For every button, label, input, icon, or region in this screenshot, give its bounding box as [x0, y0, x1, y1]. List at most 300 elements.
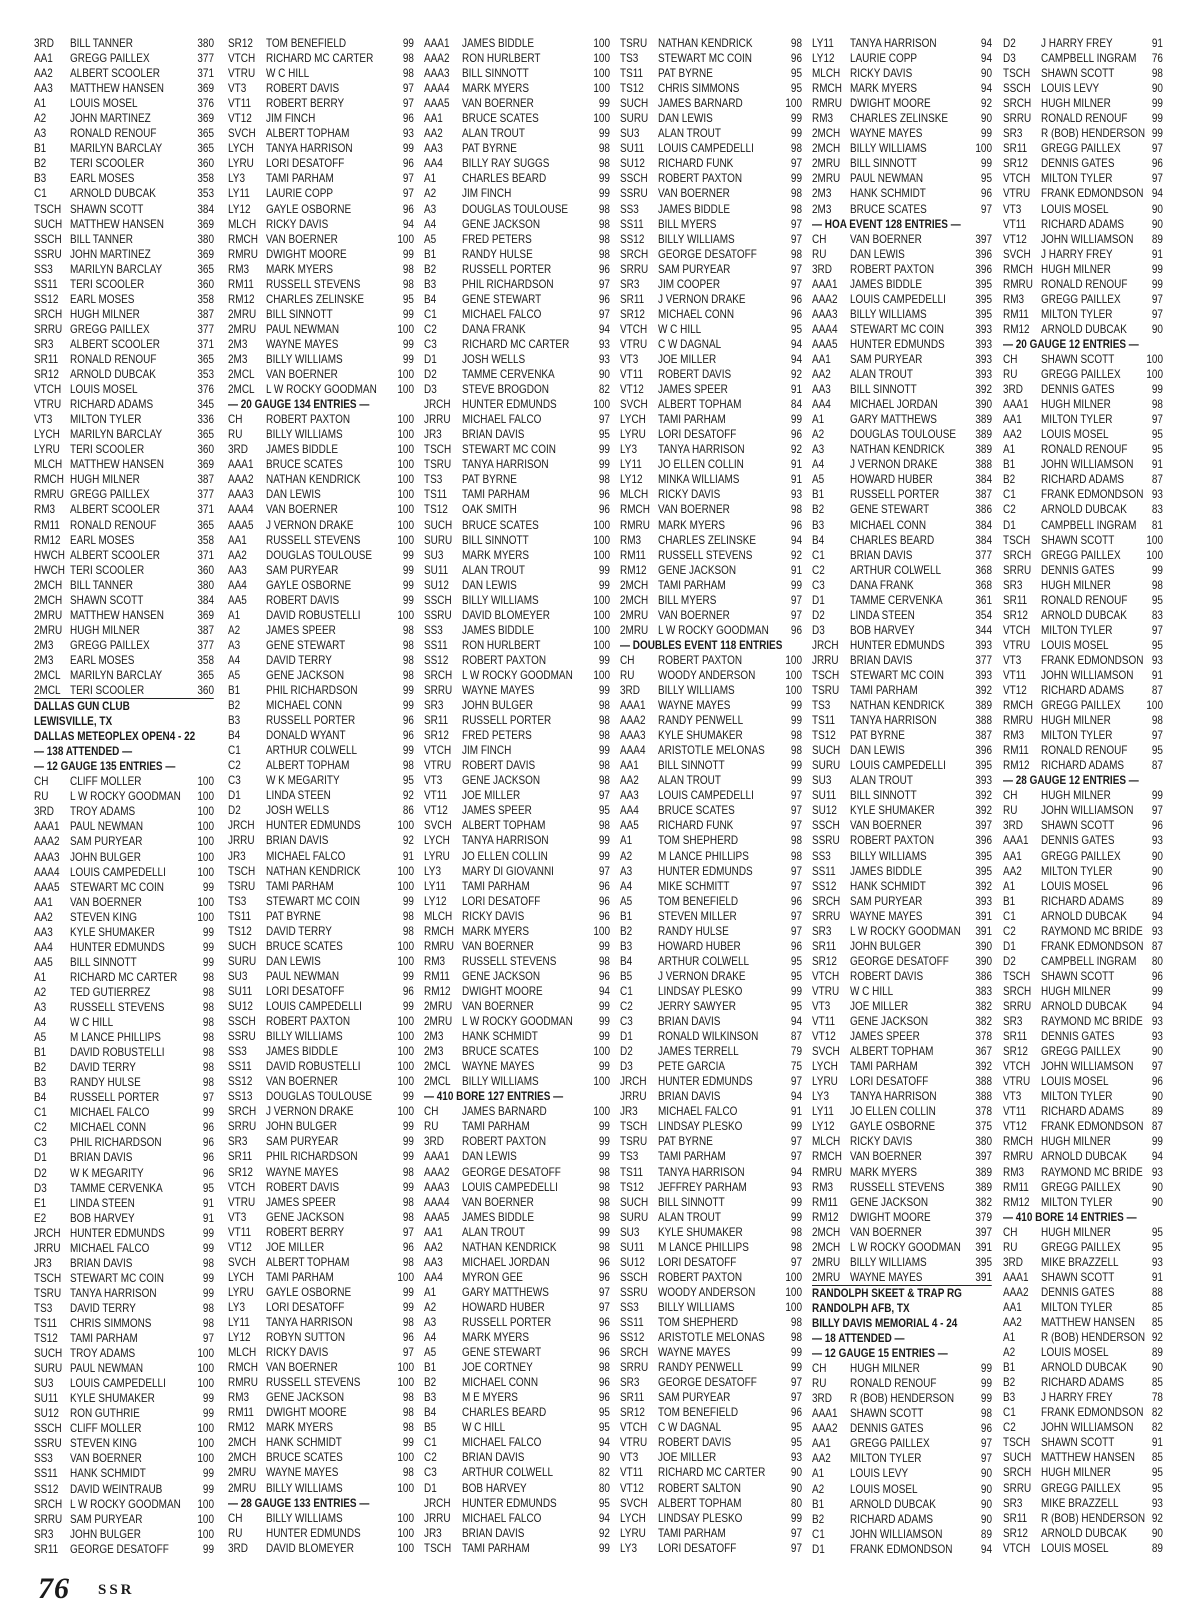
result-row: [34, 1482, 214, 1497]
score: 80: [598, 1481, 610, 1495]
score: 94: [1151, 1000, 1163, 1013]
result-row: [228, 111, 414, 126]
class-code: SS12: [812, 879, 837, 893]
shooter-name: VAN BOERNER: [69, 895, 142, 909]
shooter-name: ALBERT TOPHAM: [265, 759, 350, 773]
class-code: RMRU: [1003, 277, 1033, 291]
score: 369: [197, 112, 214, 126]
score: 354: [975, 608, 992, 622]
score: 97: [402, 172, 414, 186]
result-row: [620, 743, 802, 758]
shooter-name: JAMES BIDDLE: [657, 202, 731, 216]
shooter-name: MATTHEW HANSEN: [69, 217, 164, 231]
class-code: A4: [812, 458, 825, 472]
result-row: [34, 247, 214, 262]
result-row: [228, 954, 414, 969]
result-row: [228, 1195, 414, 1210]
result-row: [620, 217, 802, 232]
class-code: VT11: [228, 97, 252, 111]
result-row: [812, 36, 992, 51]
class-code: AAA2: [812, 1422, 838, 1436]
score: 100: [785, 97, 802, 111]
result-row: [812, 1361, 992, 1376]
shooter-name: CHARLES ZELINSKE: [849, 112, 949, 126]
result-row: [1003, 1059, 1163, 1074]
score: 100: [397, 1376, 414, 1390]
score: 100: [785, 1270, 802, 1284]
shooter-name: FRED PETERS: [461, 232, 532, 246]
result-row: [228, 1481, 414, 1496]
result-row: [34, 1090, 214, 1105]
result-row: [620, 186, 802, 201]
score: 100: [593, 608, 610, 622]
class-code: AA4: [424, 1270, 443, 1284]
class-code: AAA2: [1003, 1285, 1029, 1299]
score: 100: [397, 1060, 414, 1074]
shooter-name: ROBERT PAXTON: [461, 653, 547, 667]
result-row: [812, 894, 992, 909]
score: 100: [1146, 368, 1163, 382]
shooter-name: ROBERT BERRY: [265, 97, 345, 111]
shooter-name: PAUL NEWMAN: [265, 322, 340, 336]
class-code: 2MRU: [812, 172, 841, 186]
score: 100: [593, 52, 610, 66]
class-code: B4: [424, 292, 437, 306]
shooter-name: DONALD WYANT: [265, 729, 346, 743]
score: 94: [598, 1436, 610, 1450]
class-code: A5: [34, 1031, 47, 1045]
class-code: MLCH: [424, 909, 453, 923]
shooter-name: J HARRY FREY: [1040, 1391, 1113, 1405]
shooter-name: M LANCE PHILLIPS: [657, 1240, 749, 1254]
score: 387: [975, 488, 992, 502]
result-row: [1003, 232, 1163, 247]
result-row: [620, 1375, 802, 1390]
result-row: [424, 849, 610, 864]
class-code: SRRU: [34, 1512, 63, 1526]
result-row: [1003, 623, 1163, 638]
shooter-name: RICHARD ADAMS: [849, 1512, 934, 1526]
result-row: [424, 773, 610, 788]
score: 95: [202, 1181, 214, 1195]
shooter-name: MIKE BRAZZELL: [1040, 1255, 1119, 1269]
shooter-name: JERRY SAWYER: [657, 1000, 736, 1013]
score: 98: [402, 1315, 414, 1329]
score: 98: [402, 1421, 414, 1435]
class-code: B1: [1003, 1361, 1016, 1375]
class-code: SU12: [424, 578, 449, 592]
class-code: RM12: [1003, 1195, 1030, 1209]
score: 96: [598, 292, 610, 306]
result-row: [228, 1089, 414, 1104]
result-row: [34, 1000, 214, 1015]
shooter-name: MATTHEW HANSEN: [69, 82, 164, 96]
shooter-name: FRANK EDMONDSON: [1040, 488, 1144, 502]
result-row: [812, 984, 992, 999]
result-row: [812, 1044, 992, 1059]
result-row: [812, 457, 992, 472]
result-row: [228, 593, 414, 608]
result-row: [620, 442, 802, 457]
score: 99: [202, 925, 214, 939]
class-code: RM3: [424, 954, 446, 968]
score: 94: [402, 217, 414, 231]
shooter-name: JAMES TERRELL: [657, 1045, 739, 1059]
score: 98: [790, 834, 802, 848]
shooter-name: SHAWN SCOTT: [1040, 1270, 1115, 1284]
result-row: [620, 894, 802, 909]
shooter-name: ALAN TROUT: [461, 563, 525, 577]
shooter-name: SHAWN SCOTT: [1040, 67, 1115, 81]
result-row: [424, 1330, 610, 1345]
shooter-name: NATHAN KENDRICK: [657, 37, 753, 50]
score: 95: [402, 292, 414, 306]
result-row: [1003, 818, 1163, 833]
shooter-name: SAM PURYEAR: [657, 1391, 731, 1405]
result-row: [1003, 548, 1163, 563]
score: 99: [402, 1120, 414, 1134]
score: 95: [1151, 744, 1163, 758]
class-code: RM12: [228, 1421, 255, 1435]
score: 93: [1151, 1255, 1163, 1269]
class-code: LYCH: [228, 142, 254, 156]
score: 100: [397, 533, 414, 547]
result-row: [1003, 668, 1163, 683]
result-row: [1003, 472, 1163, 487]
score: 99: [202, 1542, 214, 1556]
shooter-name: RANDY HULSE: [69, 1076, 141, 1090]
class-code: 2MCH: [812, 1240, 841, 1254]
score: 96: [598, 1331, 610, 1345]
score: 100: [197, 1527, 214, 1541]
shooter-name: BRIAN DAVIS: [657, 1090, 721, 1104]
score: 96: [598, 1391, 610, 1405]
class-code: AA2: [228, 548, 247, 562]
result-row: [812, 427, 992, 442]
shooter-name: CLIFF MOLLER: [69, 1422, 142, 1436]
shooter-name: VAN BOERNER: [849, 232, 922, 246]
shooter-name: LOUIS CAMPEDELLI: [265, 1000, 362, 1013]
shooter-name: HUGH MILNER: [1040, 578, 1111, 592]
score: 99: [598, 1541, 610, 1555]
shooter-name: RONALD RENOUF: [849, 1377, 937, 1391]
class-code: SUCH: [620, 1195, 649, 1209]
class-code: 2MRU: [812, 1255, 841, 1269]
class-code: 2M3: [812, 187, 832, 201]
class-code: VT12: [228, 112, 252, 126]
shooter-name: L W ROCKY GOODMAN: [265, 383, 377, 397]
score: 99: [598, 187, 610, 201]
score: 390: [975, 954, 992, 968]
result-row: [228, 1420, 414, 1435]
score: 98: [598, 1180, 610, 1194]
result-row: [34, 593, 214, 608]
result-row: [1003, 969, 1163, 984]
score: 98: [598, 1210, 610, 1224]
shooter-name: ROBERT PAXTON: [265, 1015, 351, 1029]
score: 91: [1151, 1270, 1163, 1284]
class-code: JRRU: [620, 1090, 647, 1104]
score: 99: [402, 1436, 414, 1450]
class-code: SVCH: [812, 1045, 840, 1059]
score: 98: [598, 729, 610, 743]
score: 99: [790, 1210, 802, 1224]
class-code: D3: [812, 623, 825, 637]
class-code: C3: [228, 774, 241, 788]
class-code: 2MCH: [620, 578, 649, 592]
result-row: [424, 1465, 610, 1480]
shooter-name: MARK MYERS: [849, 1165, 918, 1179]
score: 89: [1151, 1346, 1163, 1360]
shooter-name: RON HURLBERT: [461, 52, 541, 66]
score: 99: [790, 1346, 802, 1360]
result-row: [812, 232, 992, 247]
score: 100: [593, 548, 610, 562]
result-row: [34, 563, 214, 578]
shooter-name: HUGH MILNER: [1040, 262, 1111, 276]
shooter-name: TOM BENEFIELD: [265, 37, 347, 50]
shooter-name: DAN LEWIS: [657, 112, 713, 126]
shooter-name: JAMES BIDDLE: [849, 277, 923, 291]
result-row: [34, 1030, 214, 1045]
class-code: RM11: [228, 277, 254, 291]
result-row: [620, 803, 802, 818]
score: 100: [197, 865, 214, 879]
class-code: SR12: [1003, 1526, 1028, 1540]
class-code: 2MCH: [228, 1436, 257, 1450]
result-row: [812, 548, 992, 563]
class-code: AAA2: [424, 1165, 450, 1179]
class-code: TSCH: [424, 1541, 452, 1555]
result-row: [228, 367, 414, 382]
class-code: E1: [34, 1196, 47, 1210]
result-row: [812, 578, 992, 593]
class-code: RM3: [812, 112, 834, 126]
result-row: [228, 322, 414, 337]
class-code: RM3: [1003, 292, 1025, 306]
result-row: [812, 412, 992, 427]
score: 99: [402, 744, 414, 758]
score: 98: [402, 1210, 414, 1224]
class-code: SS3: [620, 202, 639, 216]
class-code: RMCH: [620, 503, 650, 517]
result-row: [620, 969, 802, 984]
shooter-name: MICHAEL CONN: [657, 307, 735, 321]
class-code: LY12: [812, 52, 835, 66]
score: 99: [598, 1030, 610, 1044]
class-code: AA2: [1003, 1315, 1022, 1329]
shooter-name: GREGG PAILLEX: [1040, 699, 1121, 713]
score: 95: [790, 1421, 802, 1435]
shooter-name: FRANK EDMONDSON: [1040, 1120, 1144, 1134]
result-row: [812, 277, 992, 292]
class-code: SS12: [620, 232, 645, 246]
shooter-name: SAM PURYEAR: [849, 894, 923, 908]
result-row: [424, 954, 610, 969]
shooter-name: SAM PURYEAR: [69, 1512, 143, 1526]
shooter-name: WAYNE MAYES: [265, 337, 339, 351]
result-row: [620, 111, 802, 126]
class-code: CH: [1003, 789, 1018, 803]
result-row: [620, 939, 802, 954]
score: 369: [197, 608, 214, 622]
shooter-name: VAN BOERNER: [265, 232, 338, 246]
result-row: [620, 51, 802, 66]
class-code: AA3: [424, 1255, 443, 1269]
score: 99: [598, 578, 610, 592]
score: 97: [790, 262, 802, 276]
score: 91: [790, 383, 802, 397]
class-code: RMRU: [1003, 714, 1033, 728]
score: 93: [1151, 834, 1163, 848]
score: 98: [402, 277, 414, 291]
shooter-name: JO ELLEN COLLIN: [849, 1105, 936, 1119]
class-code: A1: [620, 834, 633, 848]
score: 83: [1151, 608, 1163, 622]
shooter-name: ROBYN SUTTON: [265, 1331, 346, 1345]
score: 94: [598, 322, 610, 336]
score: 94: [598, 984, 610, 998]
class-code: C3: [424, 1466, 437, 1480]
result-row: [620, 833, 802, 848]
shooter-name: BILLY WILLIAMS: [265, 1030, 343, 1044]
score: 99: [790, 759, 802, 773]
class-code: AAA3: [424, 67, 450, 81]
class-code: A4: [620, 879, 633, 893]
result-row: [620, 1014, 802, 1029]
result-row: [620, 412, 802, 427]
result-row: [812, 758, 992, 773]
result-row: [34, 1497, 214, 1512]
class-code: LY12: [424, 894, 447, 908]
shooter-name: C W DAGNAL: [657, 337, 722, 351]
shooter-name: BRUCE SCATES: [265, 939, 343, 953]
score: 98: [402, 638, 414, 652]
result-row: [228, 849, 414, 864]
shooter-name: MATTHEW HANSEN: [69, 608, 164, 622]
score: 368: [975, 563, 992, 577]
result-row: [620, 999, 802, 1014]
result-row: [812, 367, 992, 382]
class-code: SR12: [424, 729, 449, 743]
class-code: SR11: [1003, 1030, 1028, 1044]
score: 90: [1151, 1195, 1163, 1209]
shooter-name: EARL MOSES: [69, 653, 135, 667]
score: 96: [790, 939, 802, 953]
score: 96: [598, 1346, 610, 1360]
shooter-name: VAN BOERNER: [69, 1452, 142, 1466]
class-code: VTCH: [1003, 1541, 1031, 1555]
class-code: MLCH: [620, 488, 649, 502]
shooter-name: RICHARD ADAMS: [1040, 217, 1125, 231]
class-code: A4: [34, 1016, 47, 1030]
result-row: [424, 111, 610, 126]
result-row: [34, 955, 214, 970]
score: 99: [598, 1150, 610, 1164]
result-row: [620, 1435, 802, 1450]
shooter-name: RUSSELL PORTER: [461, 714, 552, 728]
shooter-name: BRIAN DAVIS: [849, 548, 913, 562]
result-row: [228, 1044, 414, 1059]
class-code: AA4: [620, 804, 639, 818]
class-code: RM12: [620, 563, 647, 577]
shooter-name: ROBERT DAVIS: [849, 969, 924, 983]
shooter-name: C W DAGNAL: [657, 1421, 722, 1435]
score: 384: [197, 593, 214, 607]
result-row: [228, 382, 414, 397]
result-row: [620, 864, 802, 879]
score: 100: [593, 82, 610, 96]
result-row: [620, 1240, 802, 1255]
result-row: [812, 1451, 992, 1466]
score: 395: [975, 1255, 992, 1269]
score: 97: [1151, 804, 1163, 818]
shooter-name: LOUIS MOSEL: [69, 97, 138, 111]
result-row: [1003, 427, 1163, 442]
shooter-name: WAYNE MAYES: [849, 127, 923, 141]
class-code: SR3: [620, 277, 640, 291]
score: 92: [790, 368, 802, 382]
class-code: MLCH: [228, 1346, 257, 1360]
shooter-name: TANYA HARRISON: [69, 1286, 157, 1300]
shooter-name: JOHN WILLIAMSON: [1040, 232, 1134, 246]
class-code: AAA5: [228, 518, 254, 532]
shooter-name: PAT BYRNE: [657, 67, 713, 81]
shooter-name: GAYLE OSBORNE: [849, 1120, 936, 1134]
score: 96: [202, 1151, 214, 1165]
score: 98: [598, 714, 610, 728]
section-heading: RANDOLPH SKEET & TRAP RG: [812, 1285, 992, 1301]
shooter-name: CHRIS SIMMONS: [69, 1316, 152, 1330]
shooter-name: JOHN BULGER: [849, 939, 921, 953]
class-code: SR11: [1003, 142, 1028, 156]
score: 99: [402, 1000, 414, 1013]
shooter-name: JEFFREY PARHAM: [657, 1180, 747, 1194]
result-row: [228, 623, 414, 638]
shooter-name: L W ROCKY GOODMAN: [69, 1497, 181, 1511]
score: 100: [397, 232, 414, 246]
score: 99: [402, 578, 414, 592]
result-row: [620, 1390, 802, 1405]
score: 96: [790, 292, 802, 306]
shooter-name: LORI DESATOFF: [657, 428, 737, 442]
shooter-name: RUSSELL PORTER: [461, 1315, 552, 1329]
result-row: [228, 217, 414, 232]
class-code: 2M3: [34, 653, 54, 667]
class-code: SR12: [620, 307, 645, 321]
score: 96: [202, 1121, 214, 1135]
class-code: JRCH: [424, 398, 451, 412]
result-row: [812, 924, 992, 939]
shooter-name: BILLY WILLIAMS: [265, 352, 343, 366]
score: 396: [975, 834, 992, 848]
result-row: [228, 307, 414, 322]
class-code: SUCH: [1003, 1451, 1032, 1465]
shooter-name: RICKY DAVIS: [461, 909, 525, 923]
result-row: [1003, 292, 1163, 307]
score: 90: [1151, 864, 1163, 878]
score: 87: [1151, 939, 1163, 953]
score: 98: [202, 1001, 214, 1014]
score: 371: [197, 548, 214, 562]
shooter-name: RONALD RENOUF: [69, 127, 157, 141]
shooter-name: VAN BOERNER: [849, 1225, 922, 1239]
shooter-name: TANYA HARRISON: [265, 142, 353, 156]
result-row: [228, 788, 414, 803]
class-code: 2MRU: [228, 1466, 257, 1480]
shooter-name: GREGG PAILLEX: [1040, 548, 1121, 562]
result-row: [34, 141, 214, 156]
